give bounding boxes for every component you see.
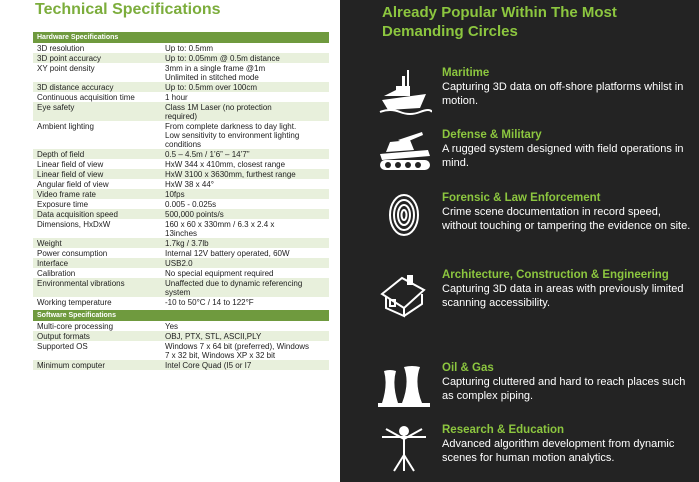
spec-value-line: 1.7kg / 3.7lb — [165, 239, 209, 248]
spec-label: Power consumption — [37, 249, 108, 258]
spec-row — [33, 63, 329, 82]
spec-value — [163, 331, 329, 341]
spec-value — [163, 321, 329, 331]
spec-value-line: Windows 7 x 64 bit (preferred), Windows — [165, 342, 310, 351]
item-heading: Forensic & Law Enforcement — [442, 192, 601, 204]
spec-row — [33, 341, 329, 360]
spec-value-line: OBJ, PTX, STL, ASCII,PLY — [165, 332, 262, 341]
spec-value — [163, 82, 329, 92]
spec-label: 3D point accuracy — [37, 54, 102, 63]
spec-value-line: Intel Core Quad (I5 or I7 — [165, 361, 252, 370]
item-description: Capturing 3D data on off-shore platforms whilst in motion. — [442, 81, 684, 107]
item-heading: Oil & Gas — [442, 362, 494, 374]
spec-value-line: 500,000 points/s — [165, 210, 224, 219]
spec-value-line: HxW 38 x 44° — [165, 180, 214, 189]
spec-label: Eye safety — [37, 103, 75, 112]
spec-label: Output formats — [37, 332, 90, 341]
spec-value-line: 1 hour — [165, 93, 188, 102]
spec-row — [33, 102, 329, 121]
ship-icon — [376, 66, 432, 116]
software-heading: Software Specifications — [33, 310, 329, 321]
spec-row — [33, 199, 329, 209]
spec-label: Ambient lighting — [37, 122, 94, 131]
spec-value-line: Unaffected due to dynamic referencing — [165, 279, 303, 288]
spec-value-line: No special equipment required — [165, 269, 274, 278]
spec-value — [163, 179, 329, 189]
spec-value — [163, 209, 329, 219]
item-heading: Architecture, Construction & Engineering — [442, 269, 669, 281]
spec-value — [163, 238, 329, 248]
spec-value-line: Unlimited in stitched mode — [165, 73, 259, 82]
spec-row — [33, 149, 329, 159]
spec-label: Multi-core processing — [37, 322, 114, 331]
spec-label: Environmental vibrations — [37, 279, 125, 288]
spec-label: Depth of field — [37, 150, 85, 159]
spec-value — [163, 258, 329, 268]
spec-row — [33, 268, 329, 278]
spec-value-line: 0.5 – 4.5m / 1’6” – 14’7” — [165, 150, 250, 159]
spec-value — [163, 341, 329, 360]
spec-value — [163, 92, 329, 102]
spec-value-line: required) — [165, 112, 198, 121]
spec-value — [163, 169, 329, 179]
spec-value-line: 10fps — [165, 190, 185, 199]
spec-label: Data acquisition speed — [37, 210, 118, 219]
specs-panel — [0, 0, 340, 482]
spec-row — [33, 331, 329, 341]
spec-value-line: From complete darkness to day light. — [165, 122, 297, 131]
item-description: Capturing 3D data in areas with previously limited scanning accessibility. — [442, 283, 684, 309]
item-description: Crime scene documentation in record speed, without touching or tampering the evidence on site. — [442, 206, 691, 232]
spec-value — [163, 248, 329, 258]
spec-value-line: 13inches — [165, 229, 198, 238]
spec-row — [33, 258, 329, 268]
item-description: A rugged system designed with field operations in mind. — [442, 143, 684, 169]
spec-value — [163, 219, 329, 238]
spec-value-line: Yes — [165, 322, 179, 331]
item-heading: Maritime — [442, 67, 490, 79]
spec-label: XY point density — [37, 64, 95, 73]
spec-value — [163, 360, 329, 370]
spec-row — [33, 189, 329, 199]
spec-value-line: USB2.0 — [165, 259, 193, 268]
spec-label: Supported OS — [37, 342, 88, 351]
spec-label: Dimensions, HxDxW — [37, 220, 111, 229]
spec-label: Exposure time — [37, 200, 89, 209]
spec-value — [163, 189, 329, 199]
spec-row — [33, 360, 329, 370]
spec-value — [163, 121, 329, 149]
spec-row — [33, 248, 329, 258]
applications-title: Already Popular Within The Most Demanding Circles — [382, 4, 617, 40]
spec-label: Calibration — [37, 269, 76, 278]
spec-value — [163, 268, 329, 278]
spec-label: Video frame rate — [37, 190, 96, 199]
spec-row — [33, 297, 329, 307]
spec-value-line: Up to: 0.5mm — [165, 44, 214, 53]
spec-value — [163, 278, 329, 297]
spec-label: Continuous acquisition time — [37, 93, 135, 102]
spec-row — [33, 169, 329, 179]
item-description: Advanced algorithm development from dynamic scenes for human motion analytics. — [442, 438, 675, 464]
spec-value-line: -10 to 50°C / 14 to 122°F — [165, 298, 254, 307]
spec-row — [33, 159, 329, 169]
item-description: Capturing cluttered and hard to reach places such as complex piping. — [442, 376, 686, 402]
spec-row — [33, 238, 329, 248]
spec-value — [163, 102, 329, 121]
spec-row — [33, 53, 329, 63]
hardware-rows — [33, 43, 329, 307]
spec-value — [163, 199, 329, 209]
spec-row — [33, 82, 329, 92]
spec-value-line: conditions — [165, 140, 202, 149]
spec-value-line: 7 x 32 bit, Windows XP x 32 bit — [165, 351, 276, 360]
spec-value-line: Internal 12V battery operated, 60W — [165, 249, 290, 258]
spec-value — [163, 43, 329, 53]
spec-label: Weight — [37, 239, 62, 248]
spec-value — [163, 53, 329, 63]
spec-row — [33, 179, 329, 189]
spec-row — [33, 121, 329, 149]
spec-row — [33, 43, 329, 53]
applications-panel — [340, 0, 699, 482]
spec-label: Minimum computer — [37, 361, 106, 370]
spec-label: Working temperature — [37, 298, 112, 307]
tank-icon — [376, 128, 432, 178]
spec-row — [33, 321, 329, 331]
spec-value-line: 3mm in a single frame @1m — [165, 64, 266, 73]
spec-row — [33, 278, 329, 297]
spec-value-line: Up to: 0.5mm over 100cm — [165, 83, 258, 92]
spec-value-line: Low sensitivity to environment lighting — [165, 131, 300, 140]
software-rows — [33, 321, 329, 370]
spec-label: Linear field of view — [37, 170, 104, 179]
spec-value-line: system — [165, 288, 191, 297]
spec-value — [163, 297, 329, 307]
spec-value-line: HxW 344 x 410mm, closest range — [165, 160, 286, 169]
spec-table — [33, 32, 329, 370]
spec-label: Interface — [37, 259, 69, 268]
hardware-heading: Hardware Specifications — [33, 32, 329, 43]
spec-row — [33, 219, 329, 238]
spec-label: Linear field of view — [37, 160, 104, 169]
item-heading: Research & Education — [442, 424, 565, 436]
spec-value-line: 0.005 - 0.025s — [165, 200, 217, 209]
spec-row — [33, 92, 329, 102]
spec-value-line: Class 1M Laser (no protection — [165, 103, 272, 112]
spec-label: 3D resolution — [37, 44, 85, 53]
spec-value-line: HxW 3100 x 3630mm, furthest range — [165, 170, 296, 179]
item-heading: Defense & Military — [442, 129, 542, 141]
spec-value-line: 160 x 60 x 330mm / 6.3 x 2.4 x — [165, 220, 275, 229]
spec-value-line: Up to: 0.05mm @ 0.5m distance — [165, 54, 280, 63]
vitruvian-man-icon — [376, 423, 432, 473]
cooling-tower-icon — [376, 361, 432, 411]
house-icon — [376, 268, 432, 318]
spec-label: 3D distance accuracy — [37, 83, 114, 92]
spec-value — [163, 63, 329, 82]
fingerprint-icon — [376, 191, 432, 241]
spec-value — [163, 149, 329, 159]
spec-row — [33, 209, 329, 219]
spec-label: Angular field of view — [37, 180, 109, 189]
spec-value — [163, 159, 329, 169]
specs-title: Technical Specifications — [35, 1, 221, 18]
